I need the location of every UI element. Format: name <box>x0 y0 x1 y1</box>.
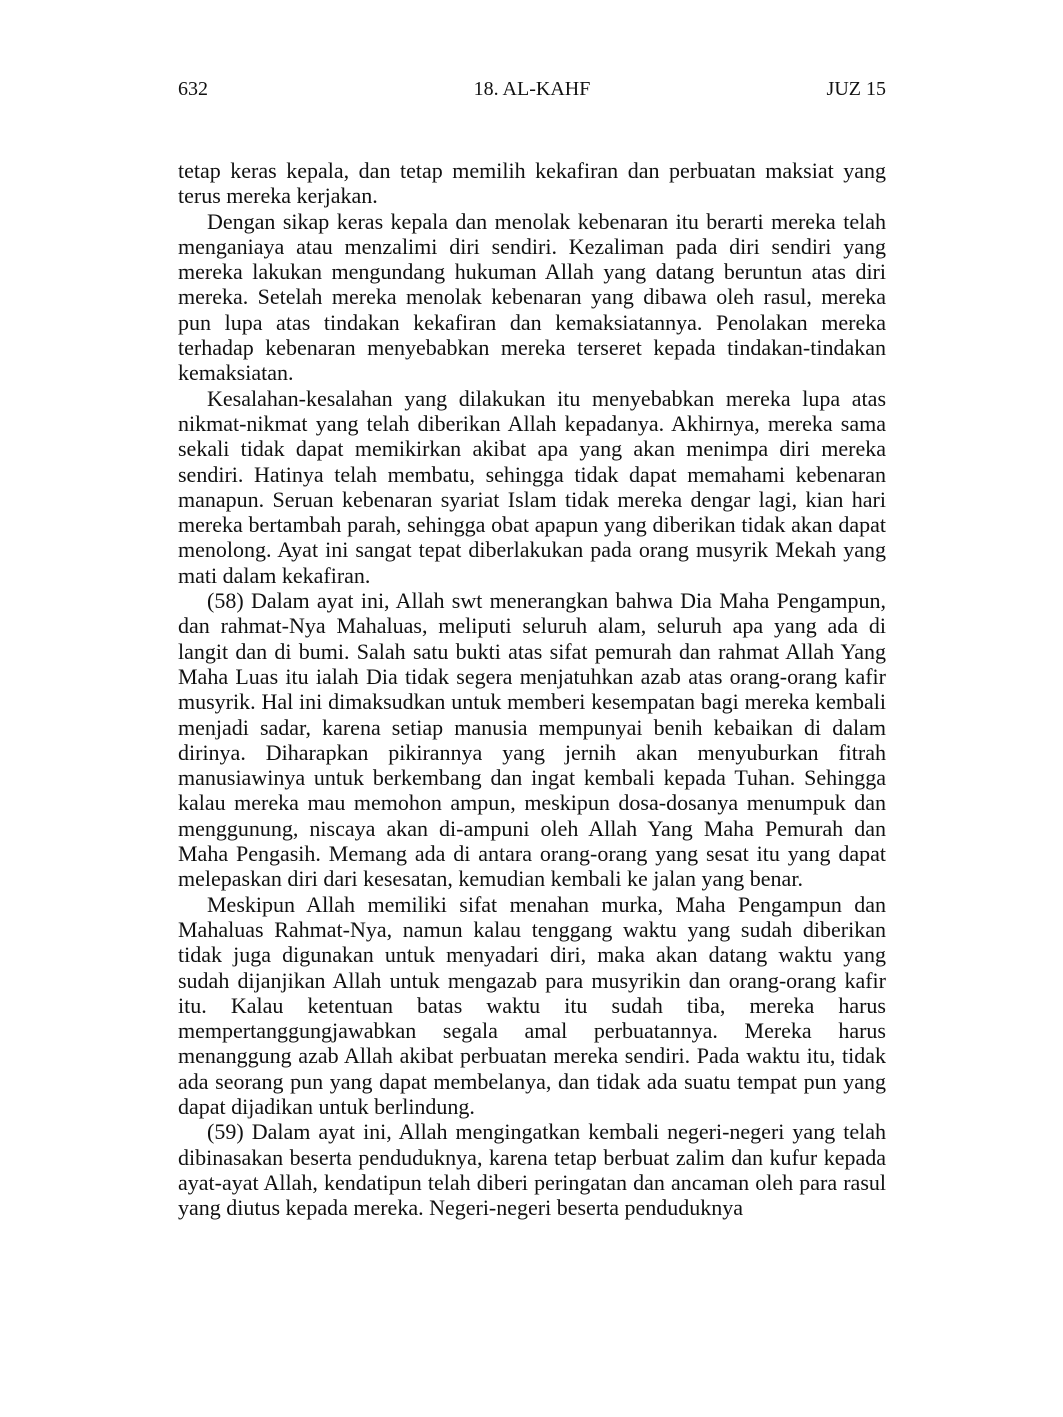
chapter-title: 18. AL-KAHF <box>473 78 591 100</box>
paragraph-verse-59: (59) Dalam ayat ini, Allah mengingatkan kembali negeri-negeri yang telah dibinasakan beserta penduduknya, karena tetap berbuat zalim dan kufur kepada ayat-ayat Allah, kendatipun telah diberi peringatan dan ancaman oleh para rasul yang diutus kepada mereka. Negeri-negeri beserta penduduknya <box>178 1119 886 1221</box>
paragraph: Dengan sikap keras kepala dan menolak kebenaran itu berarti mereka telah menganiaya atau menzalimi diri sendiri. Kezaliman pada diri sendiri yang mereka lakukan mengundang hukuman Allah yang datang beruntun atas diri mereka. Setelah mereka menolak kebenaran yang dibawa oleh rasul, mereka pun lupa atas tindakan kekafiran dan kemaksiatannya. Penolakan mereka terhadap kebenaran menyebabkan mereka terseret kepada tindakan-tindakan kemaksiatan. <box>178 208 886 386</box>
running-header <box>178 74 886 104</box>
paragraph: Meskipun Allah memiliki sifat menahan murka, Maha Pengampun dan Mahaluas Rahmat-Nya, namun kalau tenggang waktu yang sudah diberikan tidak juga digunakan untuk menyadari diri, maka akan datang waktu yang sudah dijanjikan Allah untuk mengazab para musyrikin dan orang-orang kafir itu. Kalau ketentuan batas waktu itu sudah tiba, mereka harus mempertanggungjawabkan segala amal perbuatannya. Mereka harus menanggung azab Allah akibat perbuatan mereka sendiri. Pada waktu itu, tidak ada seorang pun yang dapat membelanya, dan tidak ada suatu tempat pun yang dapat dijadikan untuk berlindung. <box>178 891 886 1119</box>
paragraph-continuation: tetap keras kepala, dan tetap memilih kekafiran dan perbuatan maksiat yang terus mereka kerjakan. <box>178 158 886 209</box>
body-text <box>178 158 886 1220</box>
page <box>178 74 886 1220</box>
juz-label: JUZ 15 <box>826 78 886 100</box>
paragraph: Kesalahan-kesalahan yang dilakukan itu menyebabkan mereka lupa atas nikmat-nikmat yang telah diberikan Allah kepadanya. Akhirnya, mereka sama sekali tidak dapat memikirkan akibat apa yang akan menimpa diri mereka sendiri. Hatinya telah membatu, sehingga tidak dapat memahami kebenaran manapun. Seruan kebenaran syariat Islam tidak mereka dengar lagi, kian hari mereka bertambah parah, sehingga obat apapun yang diberikan tidak akan dapat menolong. Ayat ini sangat tepat diberlakukan pada orang musyrik Mekah yang mati dalam kekafiran. <box>178 385 886 588</box>
page-number: 632 <box>178 78 208 100</box>
paragraph-verse-58: (58) Dalam ayat ini, Allah swt menerangkan bahwa Dia Maha Pengampun, dan rahmat-Nya Mahaluas, meliputi seluruh alam, seluruh apa yang ada di langit dan di bumi. Salah satu bukti atas sifat pemurah dan rahmat Allah Yang Maha Luas itu ialah Dia tidak segera menjatuhkan azab atas orang-orang kafir musyrik. Hal ini dimaksudkan untuk memberi kesempatan bagi mereka kembali menjadi sadar, karena setiap manusia mempunyai benih kebaikan di dalam dirinya. Diharapkan pikirannya yang jernih akan menyuburkan fitrah manusiawinya untuk berkembang dan ingat kembali kepada Tuhan. Sehingga kalau mereka mau memohon ampun, meskipun dosa-dosanya menumpuk dan menggunung, niscaya akan di-ampuni oleh Allah Yang Maha Pemurah dan Maha Pengasih. Memang ada di antara orang-orang yang sesat itu yang dapat melepaskan diri dari kesesatan, kemudian kembali ke jalan yang benar. <box>178 588 886 892</box>
